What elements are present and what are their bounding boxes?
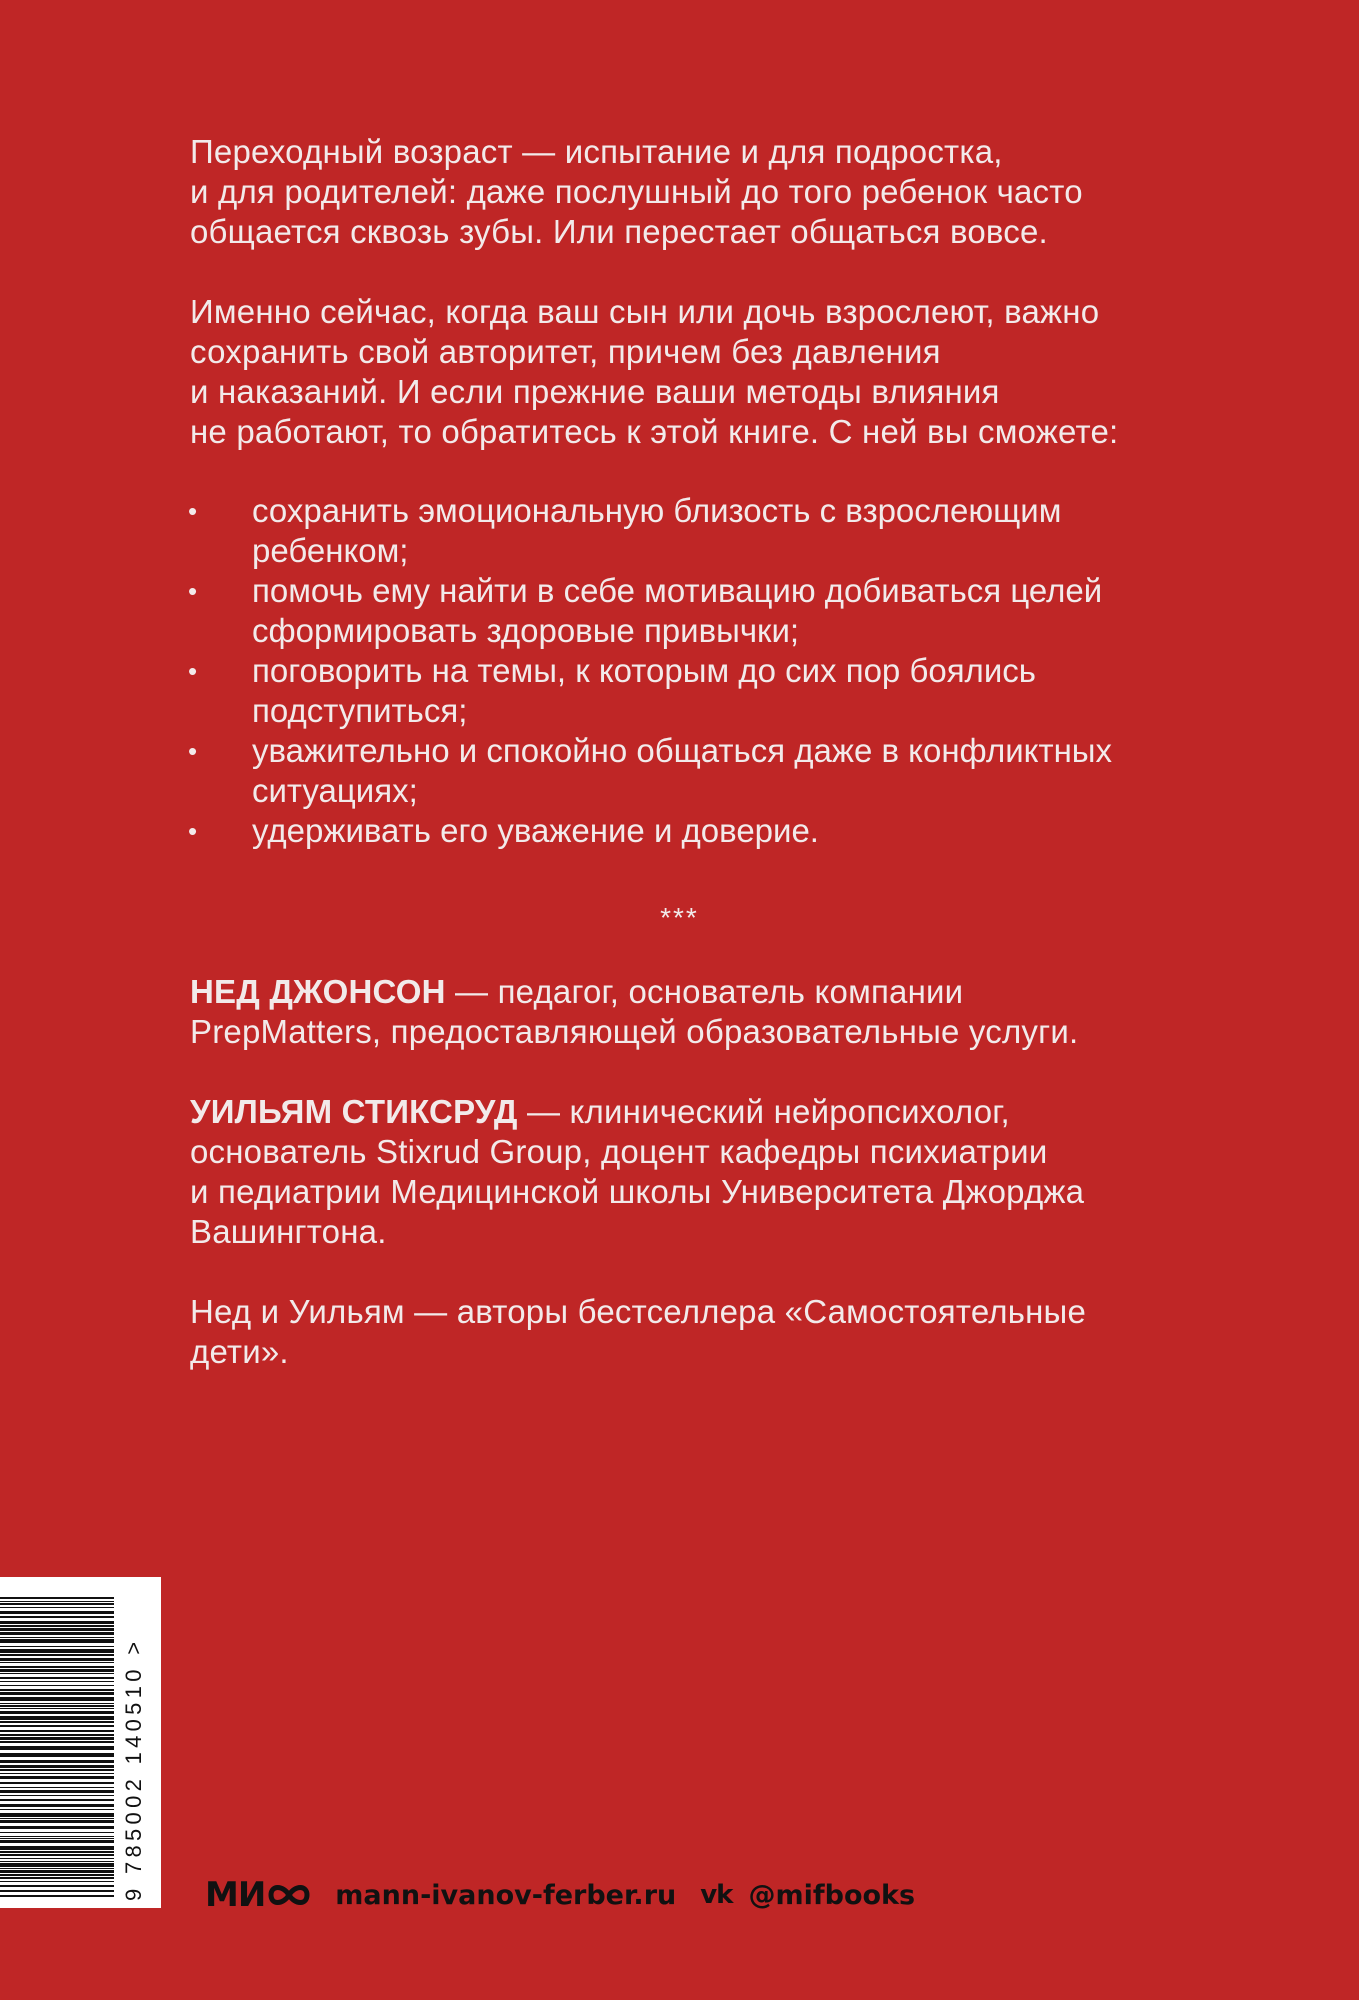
barcode-bar [0,1654,114,1656]
list-item [186,651,1186,731]
barcode-bar [0,1734,114,1736]
barcode-bar [0,1874,114,1876]
publisher-footer [205,1870,915,1920]
barcode-bar [0,1826,114,1829]
barcode-bar [0,1705,114,1707]
barcode-bar [0,1769,114,1771]
barcode-bars [0,1597,114,1897]
barcode-bar [0,1885,114,1887]
list-item-line: сохранить эмоциональную близость с взрослеющим [252,492,1062,529]
barcode-bar [0,1737,114,1740]
middle-line: Именно сейчас, когда ваш сын или дочь взрослеют, важно [190,293,1100,330]
author-bio-stixrud [190,1092,1190,1252]
barcode-bar [0,1890,114,1892]
barcode-bar [0,1790,114,1793]
barcode-bar [0,1851,114,1853]
list-item-line: ситуациях; [252,772,418,809]
author-name: НЕД ДЖОНСОН [190,973,446,1010]
bullet-marker: • [188,496,198,526]
list-item-line: ребенком; [252,532,409,569]
barcode-bar [0,1877,114,1879]
barcode-bar [0,1666,114,1668]
list-item [186,811,1186,851]
barcode-bar [0,1895,114,1897]
logo-text: МИ [205,1875,266,1915]
publisher-logo [205,1875,311,1915]
author-bio-line: Вашингтона. [190,1213,387,1250]
barcode-bar [0,1649,114,1653]
bullet-marker: • [188,656,198,686]
barcode-bar [0,1646,114,1647]
author-bio-line: и педиатрии Медицинской школы Университета Джорджа [190,1173,1085,1210]
barcode-bar [0,1861,114,1862]
barcode-bar [0,1603,114,1605]
middle-line: сохранить свой авторитет, причем без давления [190,333,941,370]
barcode-bar [0,1611,114,1614]
barcode-bar [0,1677,114,1679]
barcode-bar [0,1716,114,1720]
barcode-bar [0,1741,114,1743]
author-desc: — педагог, основатель компании [445,973,964,1010]
barcode-bar [0,1795,114,1796]
list-item-line: помочь ему найти в себе мотивацию добиваться целей [252,572,1103,609]
barcode-bar [0,1832,114,1833]
social-handle[interactable]: @mifbooks [748,1879,916,1911]
barcode-bar [0,1776,114,1779]
barcode-bar [0,1840,114,1843]
bullet-marker: • [188,576,198,606]
list-item-line: сформировать здоровые привычки; [252,612,800,649]
barcode-bar [0,1804,114,1807]
barcode-bar [0,1858,114,1859]
barcode-bar [0,1662,114,1663]
authors-note-line: Нед и Уильям — авторы бестселлера «Самостоятельные [190,1293,1087,1330]
barcode-bar [0,1881,114,1882]
intro-line: Переходный возраст — испытание и для подростка, [190,133,1003,170]
isbn-barcode [0,1577,161,1908]
intro-line: общается сквозь зубы. Или перестает общаться вовсе. [190,213,1048,250]
author-desc: — клинический нейропсихолог, [517,1093,1010,1130]
barcode-bar [0,1697,114,1701]
bullet-marker: • [188,816,198,846]
list-item [186,491,1186,571]
barcode-bar [0,1597,114,1599]
middle-paragraph [190,292,1190,452]
author-name: УИЛЬЯМ СТИКСРУД [190,1093,518,1130]
barcode-bar [0,1692,114,1695]
section-separator: *** [660,902,699,933]
barcode-bar [0,1753,114,1757]
barcode-bar [0,1601,114,1602]
barcode-bar [0,1703,114,1704]
benefits-list [186,491,1186,851]
barcode-bar [0,1782,114,1784]
infinity-icon [267,1881,311,1909]
list-item [186,731,1186,811]
barcode-bar [0,1846,114,1850]
barcode-bar [0,1658,114,1661]
authors-note-line: дети». [190,1333,289,1370]
barcode-bar [0,1721,114,1723]
intro-paragraph [190,132,1190,252]
barcode-bar [0,1730,114,1732]
middle-line: не работают, то обратитесь к этой книге. С ней вы сможете: [190,413,1119,450]
barcode-bar [0,1689,114,1691]
barcode-bar [0,1870,114,1873]
barcode-bar [0,1799,114,1801]
barcode-bar [0,1628,114,1631]
barcode-bar [0,1836,114,1837]
barcode-bar [0,1639,114,1643]
barcode-bar [0,1813,114,1817]
barcode-bar [0,1787,114,1788]
barcode-bar [0,1868,114,1869]
barcode-bar [0,1625,114,1627]
author-bio-line: основатель Stixrud Group, доцент кафедры психиатрии [190,1133,1048,1170]
barcode-bar [0,1616,114,1618]
barcode-bar [0,1809,114,1810]
barcode-bar [0,1621,114,1624]
barcode-bar [0,1685,114,1686]
list-item-line: поговорить на темы, к которым до сих пор боялись [252,652,1036,689]
middle-line: и наказаний. И если прежние ваши методы влияния [190,373,1000,410]
barcode-bar [0,1725,114,1727]
list-item-line: подступиться; [252,692,468,729]
barcode-bar [0,1681,114,1682]
barcode-bar [0,1760,114,1763]
barcode-bar [0,1773,114,1774]
barcode-bar [0,1818,114,1819]
authors-note [190,1292,1190,1372]
list-item [186,571,1186,651]
barcode-bar [0,1708,114,1709]
barcode-bar [0,1673,114,1674]
barcode-bar [0,1669,114,1672]
bullet-marker: • [188,736,198,766]
vk-icon[interactable]: vk [700,1880,733,1910]
barcode-bar [0,1838,114,1839]
website-link[interactable]: mann-ivanov-ferber.ru [335,1879,677,1911]
list-item-line: удерживать его уважение и доверие. [252,812,819,849]
list-item-line: уважительно и спокойно общаться даже в конфликтных [252,732,1113,769]
barcode-bar [0,1607,114,1608]
author-bio-line [190,1092,1190,1132]
barcode-bar [0,1863,114,1867]
barcode-bar [0,1637,114,1638]
barcode-bar [0,1746,114,1750]
author-bio-line [190,972,1190,1012]
barcode-bar [0,1632,114,1635]
author-bio-line: PrepMatters, предоставляющей образовательные услуги. [190,1013,1079,1050]
barcode-bar [0,1854,114,1856]
barcode-bar [0,1765,114,1768]
author-bio-johnson [190,972,1190,1052]
intro-line: и для родителей: даже послушный до того ребенок часто [190,173,1083,210]
barcode-digits: 9 785002 140510 > [121,1637,146,1901]
barcode-bar [0,1711,114,1714]
barcode-bar [0,1820,114,1823]
